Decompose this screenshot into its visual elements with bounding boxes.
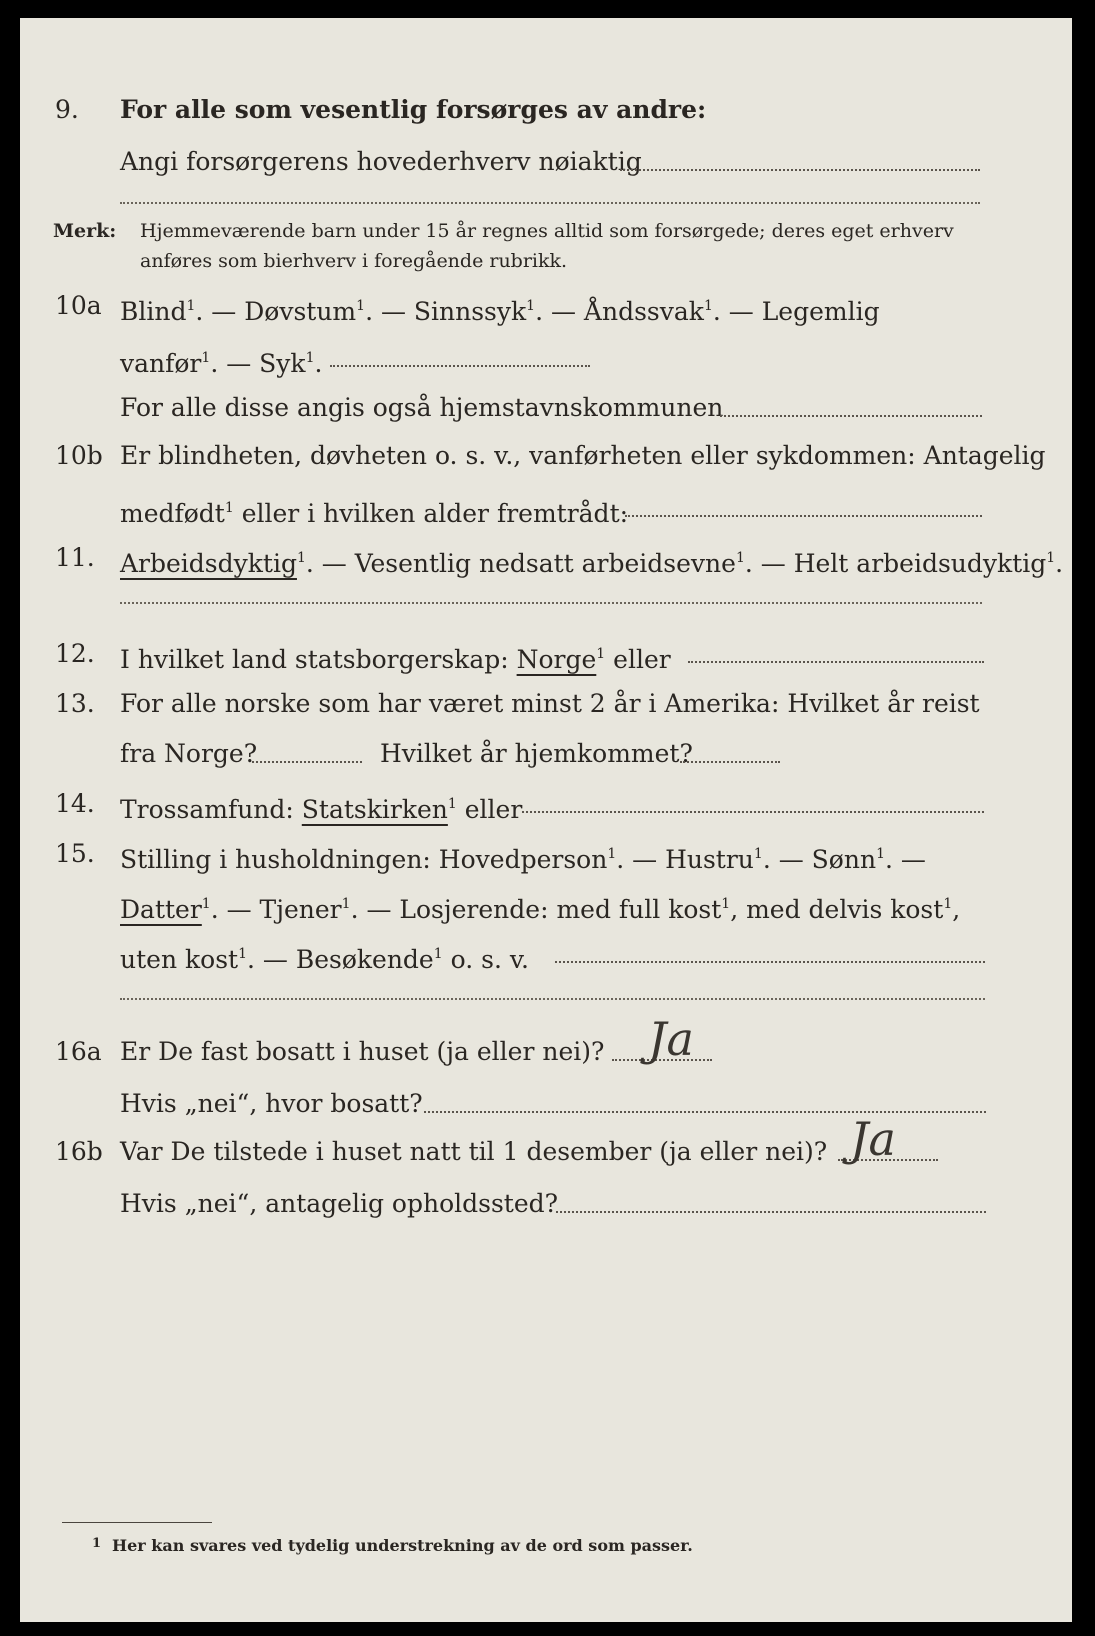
q10a-line1 (20, 286, 1072, 326)
merk-text-1: Hjemmeværende barn under 15 år regnes alltid som forsørgede; deres eget erhverv (140, 220, 954, 242)
q16b-question: Var De tilstede i huset natt til 1 desember (ja eller nei)? (120, 1137, 828, 1166)
q10a-line3 (20, 388, 1072, 428)
q14-number: 14. (55, 789, 95, 818)
q15-line2 (20, 884, 1072, 924)
q10a-options: Blind$^1$. — Døvstum$^1$. — Sinnssyk$^1$. — Åndssvak$^1$. — Legemlig (120, 297, 880, 326)
q16b-line2 (20, 1184, 1072, 1224)
q15-text-1: Stilling i husholdningen: Hovedperson$^1$. — Hustru$^1$. — Sønn$^1$. — (120, 845, 926, 874)
q16a-number: 16a (55, 1037, 102, 1066)
q16a-residence-line[interactable] (424, 1111, 986, 1113)
q15-number: 15. (55, 839, 95, 868)
q10b-number: 10b (55, 441, 103, 470)
q9-number: 9. (55, 95, 79, 124)
q10b-line1 (20, 436, 1072, 476)
q13-departure-line[interactable] (252, 761, 362, 763)
q13-departure-prompt: fra Norge? (120, 739, 258, 768)
q11-selected-option: Arbeidsdyktig (120, 549, 297, 578)
q16a-handwritten-answer: Ja (648, 1012, 694, 1066)
q12-selected-option: Norge (516, 645, 597, 674)
q10a-hometown-line[interactable] (720, 415, 982, 417)
q11-number: 11. (55, 543, 95, 572)
merk-label: Merk: (53, 220, 117, 242)
footnote-mark: 1 (92, 1536, 102, 1551)
q14-line (20, 784, 1072, 824)
q10a-line2 (20, 338, 1072, 378)
census-form-page (20, 18, 1072, 1622)
merk-line2 (20, 247, 1072, 287)
q9-prompt: Angi forsørgerens hovederhverv nøiaktig (120, 147, 642, 176)
q13-line1 (20, 684, 1072, 724)
separator-line (120, 602, 982, 604)
q16b-followup: Hvis „nei“, antagelig opholdssted? (120, 1189, 559, 1218)
q12-text: I hvilket land statsborgerskap: Norge$^1$ eller (120, 645, 671, 674)
q10b-answer-line[interactable] (625, 515, 982, 517)
q13-text-1: For alle norske som har været minst 2 år i Amerika: Hvilket år reist (120, 689, 980, 718)
q16b-handwritten-answer: Ja (850, 1112, 896, 1166)
q10a-number: 10a (55, 291, 102, 320)
q10a-options-2: vanfør$^1$. — Syk$^1$. (120, 349, 323, 378)
q16b-number: 16b (55, 1137, 103, 1166)
q13-return-prompt: Hvilket år hjemkommet? (380, 739, 693, 768)
q15-text-3: uten kost$^1$. — Besøkende$^1$ o. s. v. (120, 945, 529, 974)
q15-line1 (20, 834, 1072, 874)
footnote-text: Her kan svares ved tydelig understrekning av de ord som passer. (112, 1536, 693, 1555)
q12-answer-line[interactable] (688, 661, 984, 663)
q14-answer-line[interactable] (522, 811, 984, 813)
q15-answer-line[interactable] (555, 961, 985, 963)
q16a-followup: Hvis „nei“, hvor bosatt? (120, 1089, 423, 1118)
q13-line2 (20, 734, 1072, 774)
q16b-location-line[interactable] (556, 1211, 986, 1213)
q9-answer-line[interactable] (620, 169, 980, 171)
q10b-text-1: Er blindheten, døvheten o. s. v., vanførheten eller sykdommen: Antagelig (120, 441, 1046, 470)
q16b-line1 (20, 1112, 1072, 1172)
q10b-line2 (20, 488, 1072, 528)
q14-text: Trossamfund: Statskirken$^1$ eller (120, 795, 523, 824)
q16a-line1 (20, 1012, 1072, 1072)
q11-line (20, 538, 1072, 578)
q10a-answer-line[interactable] (330, 365, 590, 367)
q16a-question: Er De fast bosatt i huset (ja eller nei)? (120, 1037, 605, 1066)
q12-number: 12. (55, 639, 95, 668)
q9-line1 (20, 90, 1072, 130)
separator-line (120, 998, 985, 1000)
q9-line2 (20, 142, 1072, 182)
q13-number: 13. (55, 689, 95, 718)
q12-line (20, 634, 1072, 674)
q11-options: Arbeidsdyktig$^1$. — Vesentlig nedsatt arbeidsevne$^1$. — Helt arbeidsudyktig$^1$. (120, 549, 1064, 578)
q15-selected-option: Datter (120, 895, 202, 924)
q15-text-2: Datter$^1$. — Tjener$^1$. — Losjerende: med full kost$^1$, med delvis kost$^1$, (120, 895, 961, 924)
q10a-prompt: For alle disse angis også hjemstavnskommunen (120, 393, 724, 422)
separator-line (120, 202, 980, 204)
q10b-text-2: medfødt$^1$ eller i hvilken alder fremtrådt: (120, 499, 629, 528)
q14-selected-option: Statskirken (301, 795, 448, 824)
q9-heading: For alle som vesentlig forsørges av andre: (120, 95, 707, 124)
q13-return-line[interactable] (680, 761, 780, 763)
q15-line3 (20, 934, 1072, 974)
footnote-rule (62, 1522, 212, 1523)
q16a-line2 (20, 1084, 1072, 1124)
merk-text-2: anføres som bierhverv i foregående rubrikk. (140, 250, 568, 272)
